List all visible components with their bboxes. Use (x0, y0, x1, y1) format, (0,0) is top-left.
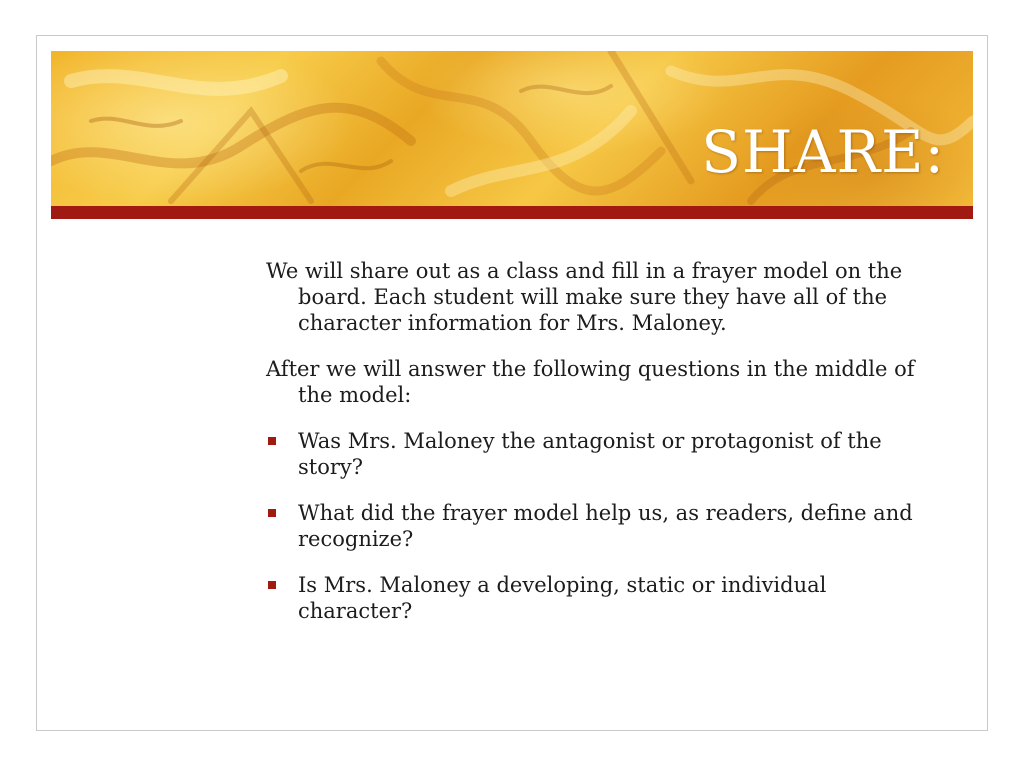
paragraph-questions-lead: After we will answer the following questions in the middle of the model: (266, 357, 915, 407)
square-bullet-icon (268, 437, 276, 445)
square-bullet-icon (268, 581, 276, 589)
accent-bar (51, 206, 973, 219)
list-item (266, 500, 946, 552)
list-item-text: What did the frayer model help us, as readers, define and recognize? (298, 501, 913, 551)
slide-title: SHARE: (701, 118, 945, 186)
question-list (266, 428, 946, 624)
list-item (266, 572, 946, 624)
slide-body (266, 258, 946, 644)
square-bullet-icon (268, 509, 276, 517)
list-item-text: Is Mrs. Maloney a developing, static or individual character? (298, 573, 827, 623)
list-item (266, 428, 946, 480)
paragraph-intro: We will share out as a class and fill in a frayer model on the board. Each student will make sure they have all of the character information for Mrs. Maloney. (266, 259, 903, 335)
list-item-text: Was Mrs. Maloney the antagonist or protagonist of the story? (298, 429, 882, 479)
title-banner (51, 51, 973, 206)
